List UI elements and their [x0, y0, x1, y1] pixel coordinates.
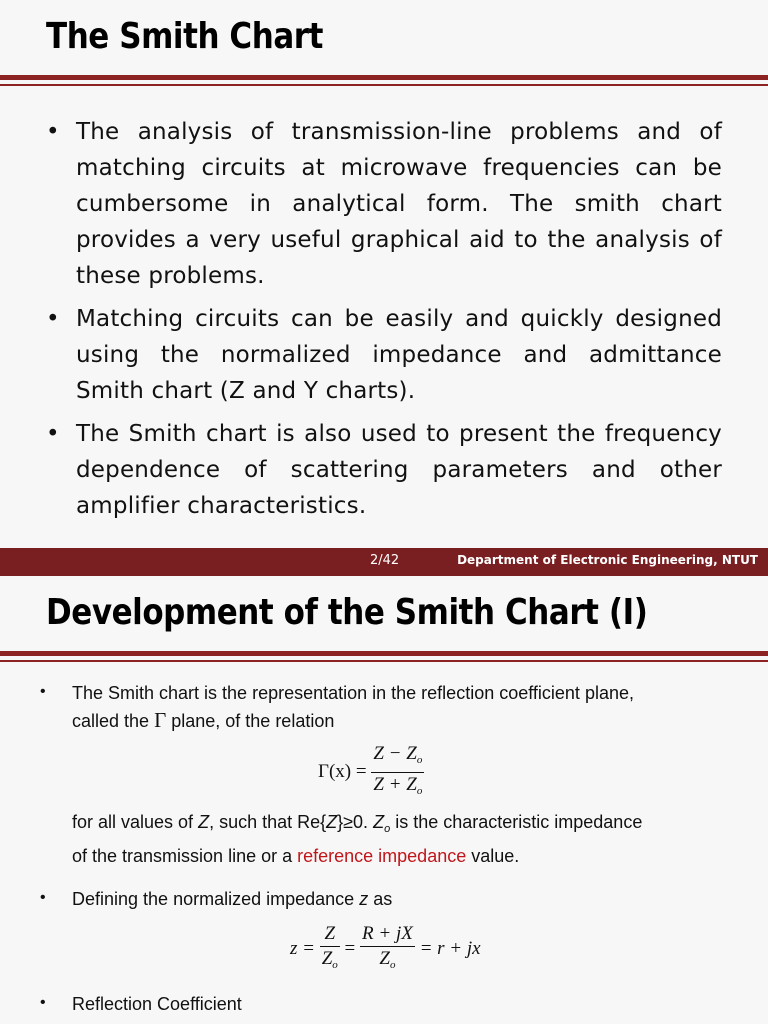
fraction-numerator: $Z - Z_o$ [371, 742, 424, 773]
text-fragment: plane, of the relation [171, 711, 335, 731]
text-line: The Smith chart is the representation in the reflection coefficient plane, [72, 683, 634, 703]
normalized-impedance-equation: z = $\frac{Z}{Z_o}$ = $\frac{R + jX}{Z_o}$ = r + jx [290, 922, 481, 977]
bullet-text: Reflection Coefficient [72, 994, 242, 1014]
bullet-list [46, 114, 722, 531]
slide-title: The Smith Chart [46, 16, 324, 57]
bullet-item: • The analysis of transmission-line problems and of matching circuits at microwave frequencies can be cumbersome in analytical form. The smith chart provides a very useful graphical aid to the analysis of these problems. [46, 114, 722, 294]
fraction: $\frac{R + jX}{Z_o}$ [362, 923, 413, 971]
slide-footer [0, 548, 768, 576]
title-rule-thin [0, 84, 768, 86]
title-rule-thin [0, 660, 768, 662]
bullet-dot: • [40, 889, 46, 906]
equation-rhs: = r + jx [419, 937, 481, 959]
bullet-item: • The Smith chart is also used to present the frequency dependence of scattering parameters and other amplifier characteristics. [46, 416, 722, 524]
bullet-dot: • [40, 994, 46, 1011]
department-label: Department of Electronic Engineering, NTUT [457, 553, 758, 567]
paragraph: for all values of Z, such that Re{Z}≥0. $Z_o$ is the characteristic impedance of the transmission line or a reference impedance value. [72, 812, 643, 866]
title-rule-thick [0, 651, 768, 656]
bullet-dot: • [40, 683, 46, 700]
fraction [371, 742, 424, 803]
reflection-equation [318, 742, 424, 803]
slide-title: Development of the Smith Chart (I) [46, 592, 648, 633]
text-fragment: called the [72, 711, 150, 731]
equation-lhs: z = [290, 937, 315, 959]
fraction: $\frac{Z}{Z_o}$ [321, 923, 338, 971]
bullet-text: Defining the normalized impedance z as [72, 889, 393, 909]
bullet-item: • Matching circuits can be easily and quickly designed using the normalized impedance and admittance Smith chart (Z and Y charts). [46, 301, 722, 409]
equation-lhs: Γ(x) = [318, 760, 367, 782]
page-number: 2/42 [370, 553, 400, 568]
highlighted-term: reference impedance [297, 846, 467, 866]
slide-2 [0, 576, 768, 1024]
gamma-symbol: Γ [154, 708, 167, 732]
fraction-denominator: $Z + Z_o$ [373, 774, 423, 797]
title-rule-thick [0, 75, 768, 80]
bullet-text [72, 680, 634, 735]
